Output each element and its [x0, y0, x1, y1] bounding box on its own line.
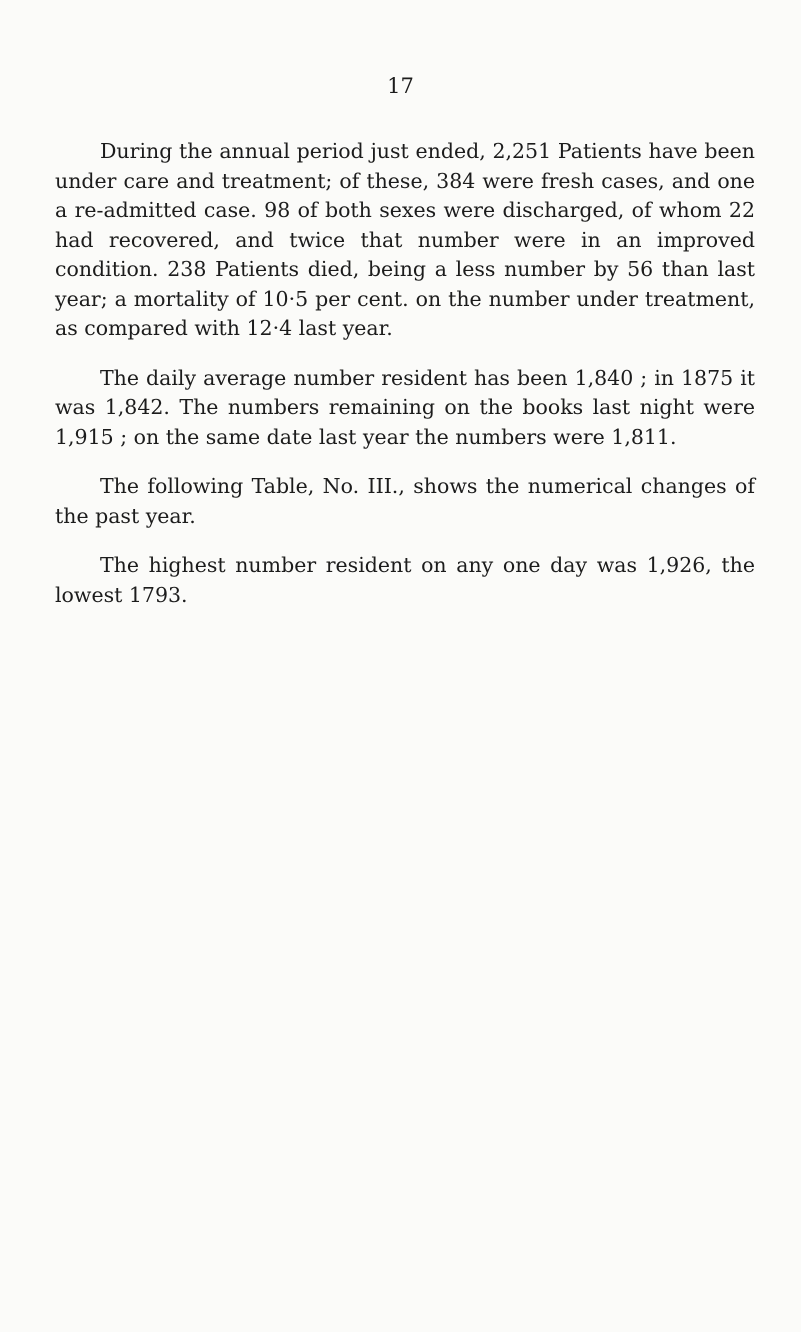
paragraph-daily-average: The daily average number resident has been 1,840 ; in 1875 it was 1,842. The numbers remaining on the books last night were 1,915 ; on the same date last year the numbers were 1,811. — [55, 365, 755, 449]
paragraph-highest-lowest: The highest number resident on any one day was 1,926, the lowest 1793. — [55, 553, 755, 607]
body-text — [55, 137, 755, 610]
page-number: 17 — [387, 74, 414, 98]
paragraph-patient-statistics: During the annual period just ended, 2,251 Patients have been under care and treatment; of these, 384 were fresh cases, and one a re-admitted case. 98 of both sexes were discharged, of whom 22 had recovered, and twice that number were in an improved condition. 238 Patients died, being a less number by 56 than last year; a mortality of 10·5 per cent. on the number under treatment, as compared with 12·4 last year. — [55, 139, 755, 340]
paragraph-table-reference: The following Table, No. III., shows the numerical changes of the past year. — [55, 474, 755, 528]
